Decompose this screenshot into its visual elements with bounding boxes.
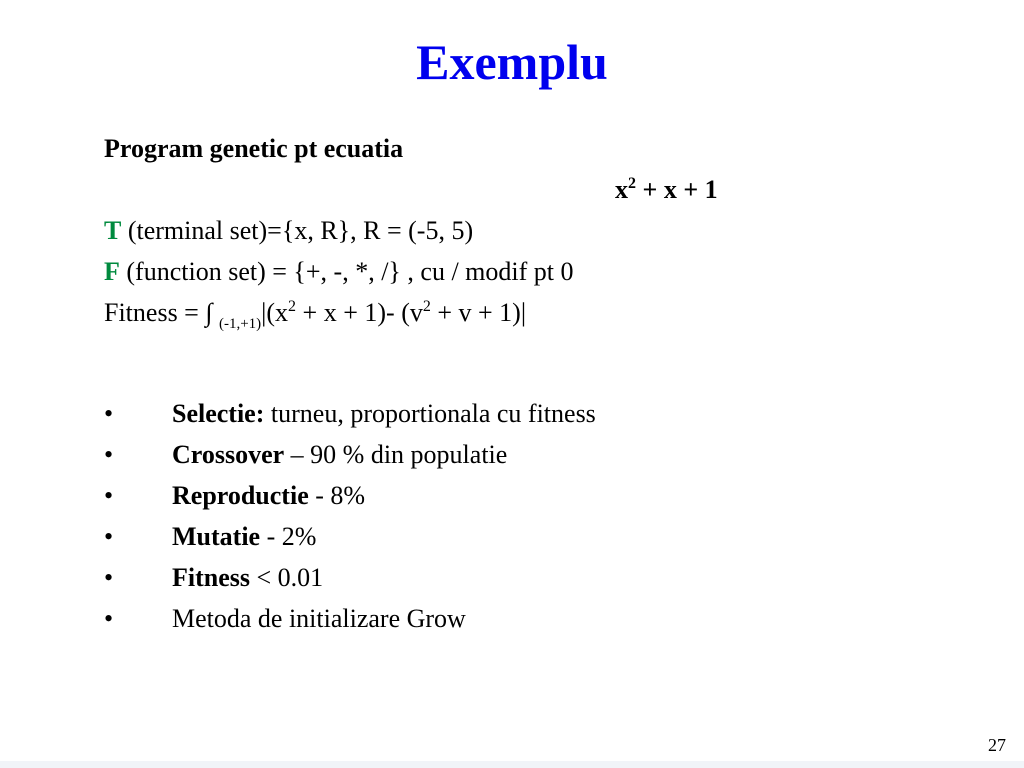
function-set-text: (function set) = {+, -, *, /} , cu / modif pt 0 <box>119 257 574 286</box>
function-set-line <box>104 251 924 292</box>
equation-line <box>104 169 924 210</box>
fitness-lead: Fitness = ∫ <box>104 298 219 327</box>
slide-title: Exemplu <box>416 34 608 90</box>
list-item-label: Crossover <box>172 440 285 469</box>
list-item-label: Selectie: <box>172 399 265 428</box>
list-item-text: Metoda de initializare Grow <box>172 604 466 633</box>
terminal-set-text: (terminal set)={x, R}, R = (-5, 5) <box>121 216 474 245</box>
fitness-formula-line <box>104 292 924 333</box>
list-item-selectie <box>104 393 924 434</box>
bullet-icon: • <box>104 522 114 551</box>
list-item-label: Fitness <box>172 563 250 592</box>
bullet-icon: • <box>104 604 114 633</box>
list-item-text: - 8% <box>308 481 366 510</box>
spacer <box>104 333 924 393</box>
list-item-text: < 0.01 <box>250 563 324 592</box>
integral-range: (-1,+1) <box>218 316 262 332</box>
list-item-text: – 90 % din populatie <box>284 440 508 469</box>
function-set-letter: F <box>104 257 120 286</box>
list-item-reproductie <box>104 475 924 516</box>
bullet-icon: • <box>104 481 114 510</box>
fitness-exponent-2: 2 <box>422 298 431 315</box>
bottom-rule <box>0 761 1024 768</box>
equation-rest: + x + 1 <box>636 175 718 204</box>
content-block <box>104 128 924 639</box>
intro-line: Program genetic pt ecuatia <box>104 134 404 163</box>
terminal-set-line <box>104 210 924 251</box>
terminal-set-letter: T <box>104 216 122 245</box>
fitness-part-1: |(x <box>261 298 289 327</box>
fitness-exponent-1: 2 <box>288 298 297 315</box>
bullet-icon: • <box>104 399 114 428</box>
equation-exponent: 2 <box>628 175 636 192</box>
parameter-list <box>104 393 924 639</box>
fitness-part-2: + x + 1)- (v <box>296 298 423 327</box>
equation-base: x <box>615 175 628 204</box>
list-item-crossover <box>104 434 924 475</box>
bullet-icon: • <box>104 563 114 592</box>
list-item-label: Mutatie <box>172 522 261 551</box>
fitness-part-3: + v + 1)| <box>430 298 527 327</box>
list-item-initializare <box>104 598 924 639</box>
page-number: 27 <box>988 735 1006 755</box>
list-item-mutatie <box>104 516 924 557</box>
list-item-label: Reproductie <box>172 481 309 510</box>
bullet-icon: • <box>104 440 114 469</box>
list-item-fitness <box>104 557 924 598</box>
list-item-text: turneu, proportionala cu fitness <box>264 399 596 428</box>
list-item-text: - 2% <box>260 522 317 551</box>
